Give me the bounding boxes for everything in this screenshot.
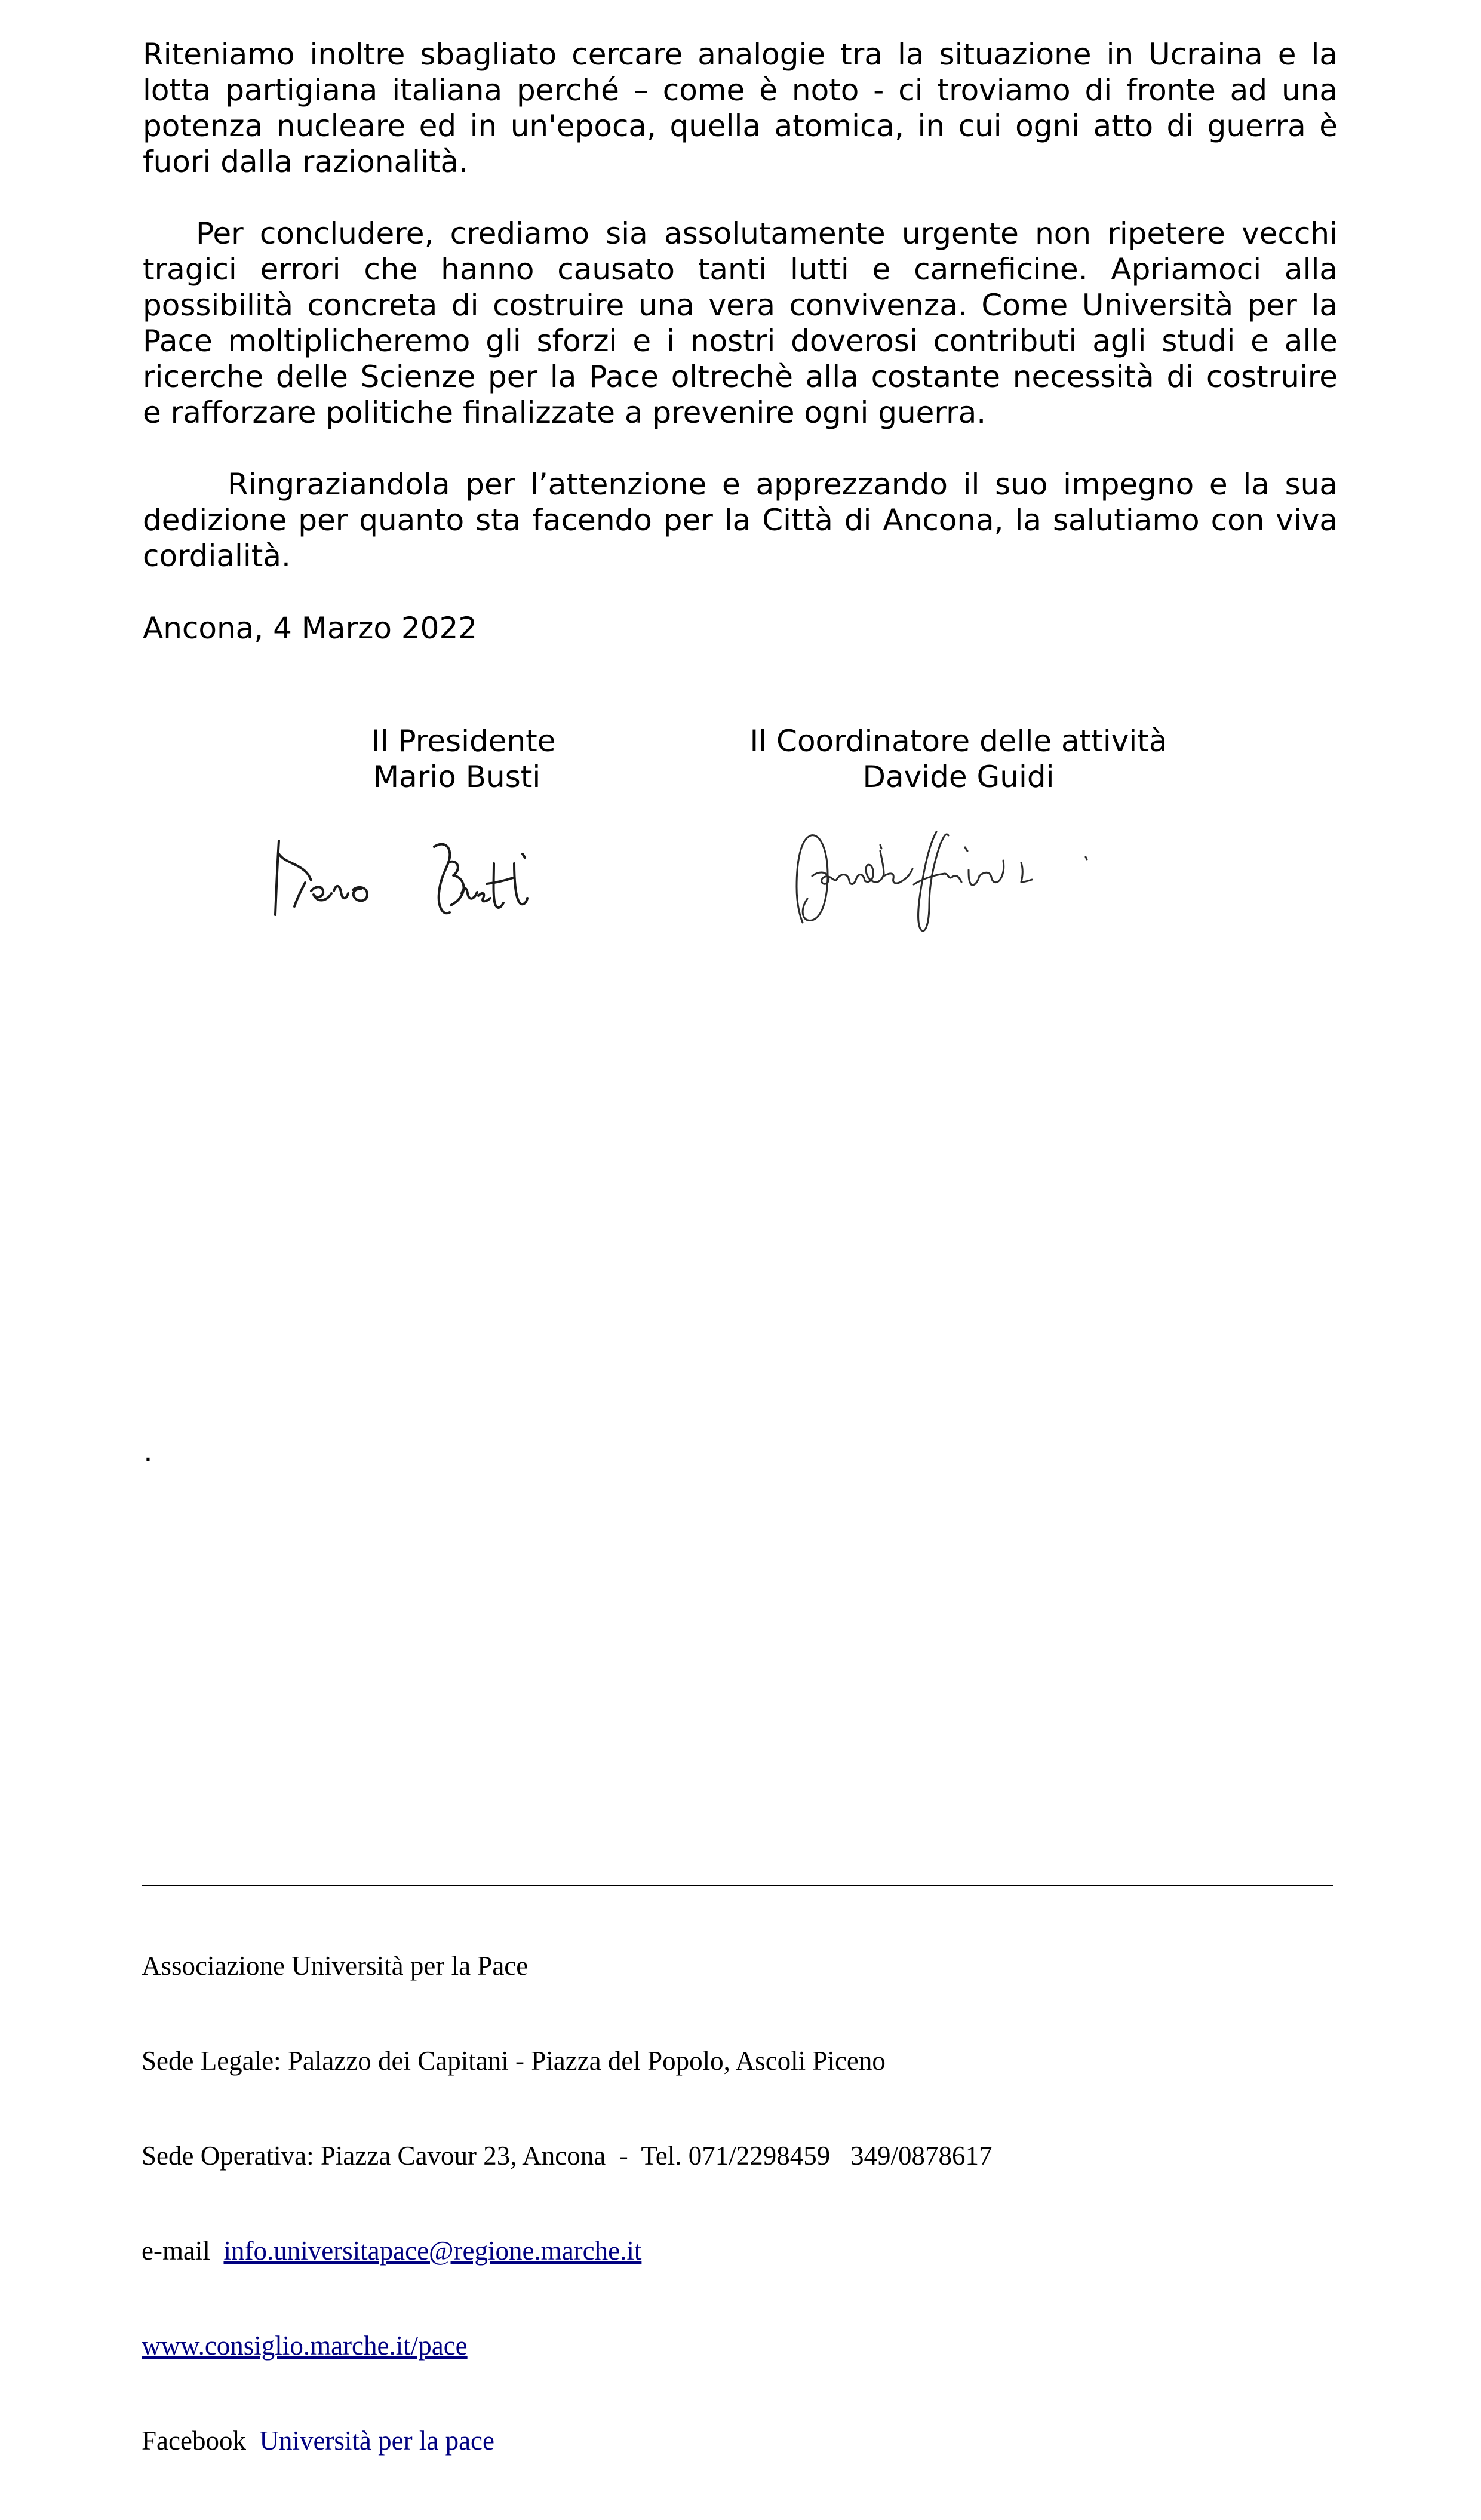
paragraph-2: [143, 216, 1338, 431]
facebook-page-link[interactable]: Università per la pace: [259, 2426, 495, 2456]
paragraph-line: Pace moltiplicheremo gli sforzi e i nostri doverosi contributi agli studi e alle: [143, 324, 1338, 358]
paragraph-line: possibilità concreta di costruire una vera convivenza. Come Università per la: [143, 288, 1338, 322]
letterhead-footer: [142, 1887, 993, 2520]
place-date: Ancona, 4 Marzo 2022: [143, 611, 478, 646]
paragraph-line: lotta partigiana italiana perché – come è noto - ci troviamo di fronte ad una: [143, 73, 1338, 107]
signatory-coordinator: [720, 723, 1197, 795]
paragraph-line: Ringraziandola per l’attenzione e apprezzando il suo impegno e la sua: [228, 467, 1338, 502]
signature-davide-guidi: [794, 827, 1182, 932]
signatory-president: [371, 723, 556, 795]
website-link[interactable]: www.consiglio.marche.it/pace: [142, 2331, 468, 2361]
signatory-role: Il Presidente: [371, 724, 556, 758]
facebook-label: Facebook: [142, 2426, 260, 2456]
signatory-name: Mario Busti: [373, 760, 541, 794]
paragraph-line: Per concludere, crediamo sia assolutamente urgente non ripetere vecchi: [196, 216, 1338, 251]
paragraph-line: tragici errori che hanno causato tanti lutti e carneficine. Apriamoci alla: [143, 252, 1338, 287]
footer-organization: Associazione Università per la Pace: [142, 1951, 529, 1981]
paragraph-line: Riteniamo inoltre sbagliato cercare analogie tra la situazione in Ucraina e la: [143, 37, 1338, 72]
signatory-name: Davide Guidi: [862, 760, 1055, 794]
email-link[interactable]: info.universitapace@regione.marche.it: [223, 2236, 642, 2266]
paragraph-line: ricerche delle Scienze per la Pace oltrechè alla costante necessità di costruire: [143, 359, 1338, 394]
signatory-role: Il Coordinatore delle attività: [749, 724, 1167, 758]
stray-mark: .: [143, 1434, 153, 1468]
paragraph-line: cordialità.: [143, 539, 291, 573]
footer-divider: [142, 1885, 1333, 1886]
paragraph-line: potenza nucleare ed in un'epoca, quella atomica, in cui ogni atto di guerra è: [143, 109, 1338, 143]
paragraph-line: fuori dalla razionalità.: [143, 145, 469, 179]
footer-website-line: [142, 2330, 993, 2362]
footer-facebook-line: [142, 2425, 993, 2457]
footer-email-line: [142, 2235, 993, 2267]
email-label: e-mail: [142, 2236, 224, 2266]
paragraph-3: [143, 466, 1338, 574]
paragraph-1: [143, 36, 1338, 180]
paragraph-line: e rafforzare politiche finalizzate a prevenire ogni guerra.: [143, 395, 987, 430]
footer-legal-seat: Sede Legale: Palazzo dei Capitani - Piazza del Popolo, Ascoli Piceno: [142, 2046, 886, 2076]
paragraph-line: dedizione per quanto sta facendo per la Città di Ancona, la salutiamo con viva: [143, 503, 1338, 537]
footer-operational-seat: Sede Operativa: Piazza Cavour 23, Ancona - Tel. 071/2298459 349/0878617: [142, 2141, 993, 2171]
signature-mario-busti: [272, 836, 594, 920]
